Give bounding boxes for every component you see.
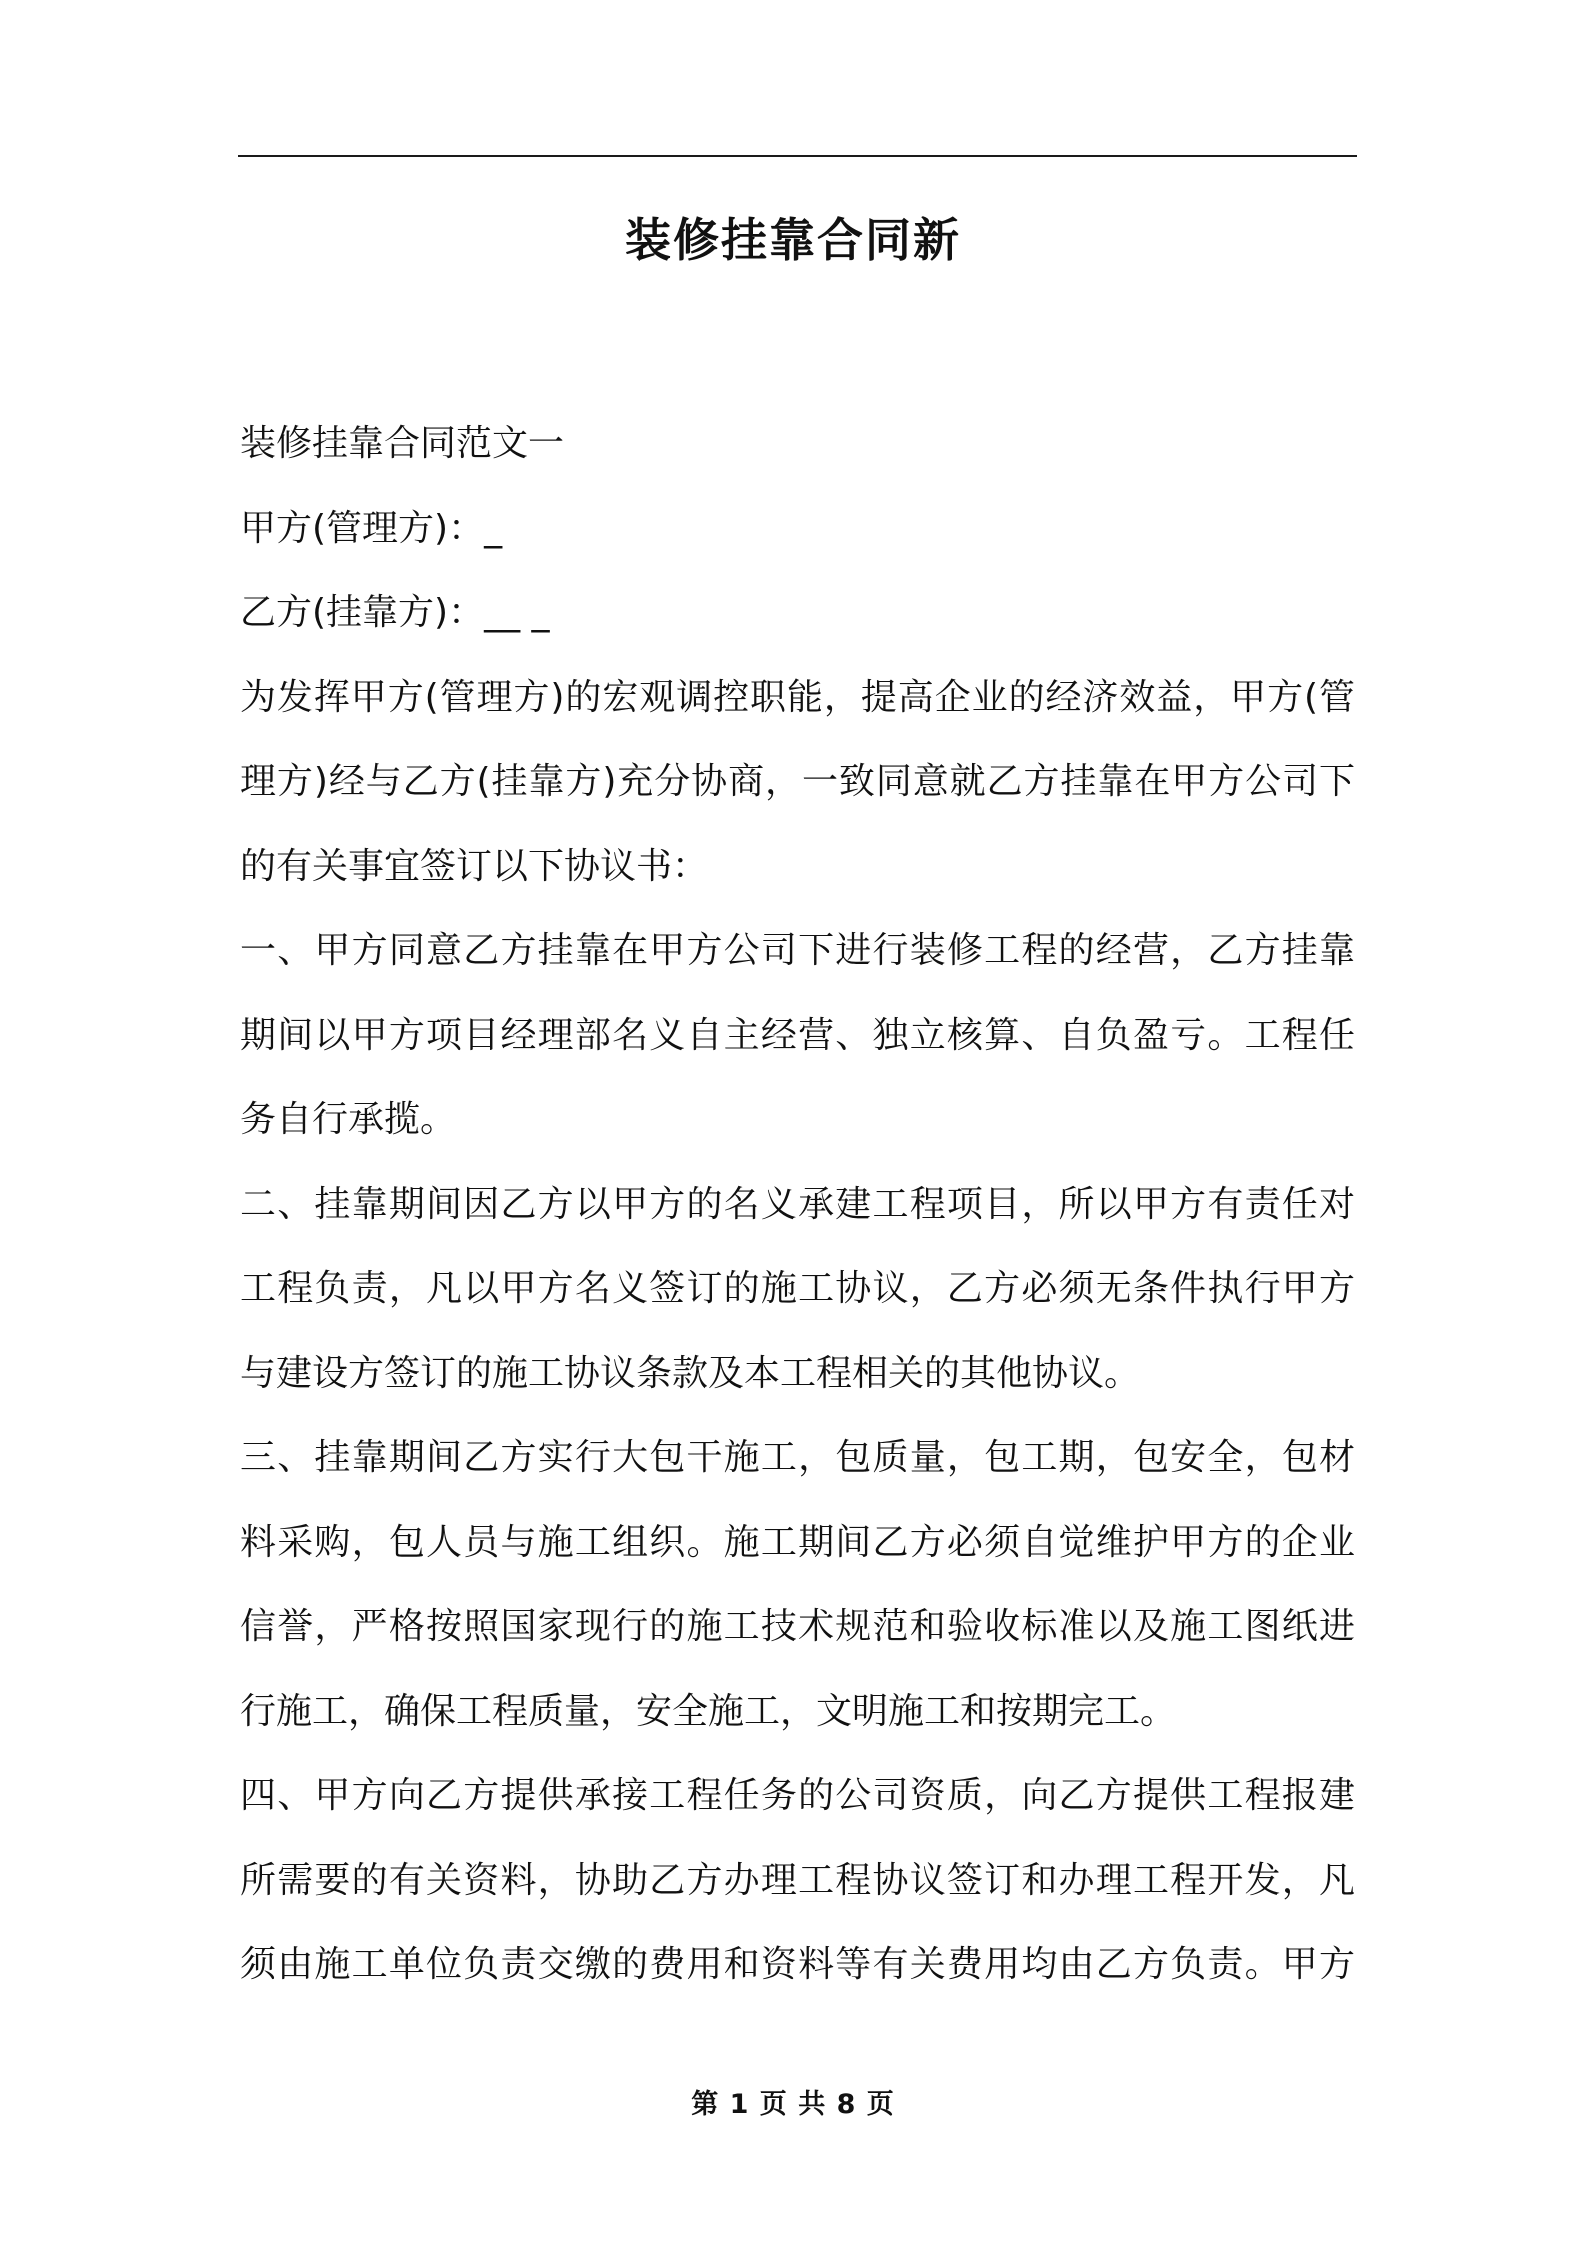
body-text-line: 信誉，严格按照国家现行的施工技术规范和验收标准以及施工图纸进 [240, 1606, 1355, 1647]
body-text-line: 三、挂靠期间乙方实行大包干施工，包质量，包工期，包安全，包材 [240, 1437, 1355, 1478]
body-text-line: 期间以甲方项目经理部名义自主经营、独立核算、自负盈亏。工程任 [240, 1014, 1355, 1056]
body-text-line: 须由施工单位负责交缴的费用和资料等有关费用均由乙方负责。甲方 [240, 1944, 1355, 1985]
body-text-line: 理方)经与乙方(挂靠方)充分协商，一致同意就乙方挂靠在甲方公司下 [240, 761, 1355, 802]
body-text-line: 乙方(挂靠方)：__ _ [240, 592, 550, 633]
document-body [240, 402, 1355, 2008]
body-text-line: 四、甲方向乙方提供承接工程任务的公司资质，向乙方提供工程报建 [240, 1775, 1355, 1816]
body-text-line: 行施工，确保工程质量，安全施工，文明施工和按期完工。 [240, 1690, 1177, 1732]
body-text-line: 料采购，包人员与施工组织。施工期间乙方必须自觉维护甲方的企业 [240, 1521, 1355, 1563]
body-text-line: 与建设方签订的施工协议条款及本工程相关的其他协议。 [240, 1352, 1141, 1394]
body-text-line: 务自行承揽。 [240, 1099, 457, 1140]
body-text-line: 的有关事宜签订以下协议书： [240, 845, 709, 887]
body-text-line: 一、甲方同意乙方挂靠在甲方公司下进行装修工程的经营，乙方挂靠 [240, 930, 1355, 971]
page-title: 装修挂靠合同新 [625, 213, 961, 267]
body-text-line: 甲方(管理方)：_ [240, 507, 503, 549]
header-rule [238, 155, 1357, 157]
page-number-footer: 第 1 页 共 8 页 [691, 2089, 895, 2120]
body-text-line: 装修挂靠合同范文一 [240, 423, 565, 464]
body-text-line: 为发挥甲方(管理方)的宏观调控职能，提高企业的经济效益，甲方(管 [240, 676, 1355, 718]
body-text-line: 工程负责，凡以甲方名义签订的施工协议，乙方必须无条件执行甲方 [240, 1268, 1355, 1309]
body-text-line: 所需要的有关资料，协助乙方办理工程协议签订和办理工程开发，凡 [240, 1859, 1355, 1901]
body-text-line: 二、挂靠期间因乙方以甲方的名义承建工程项目，所以甲方有责任对 [240, 1183, 1355, 1225]
